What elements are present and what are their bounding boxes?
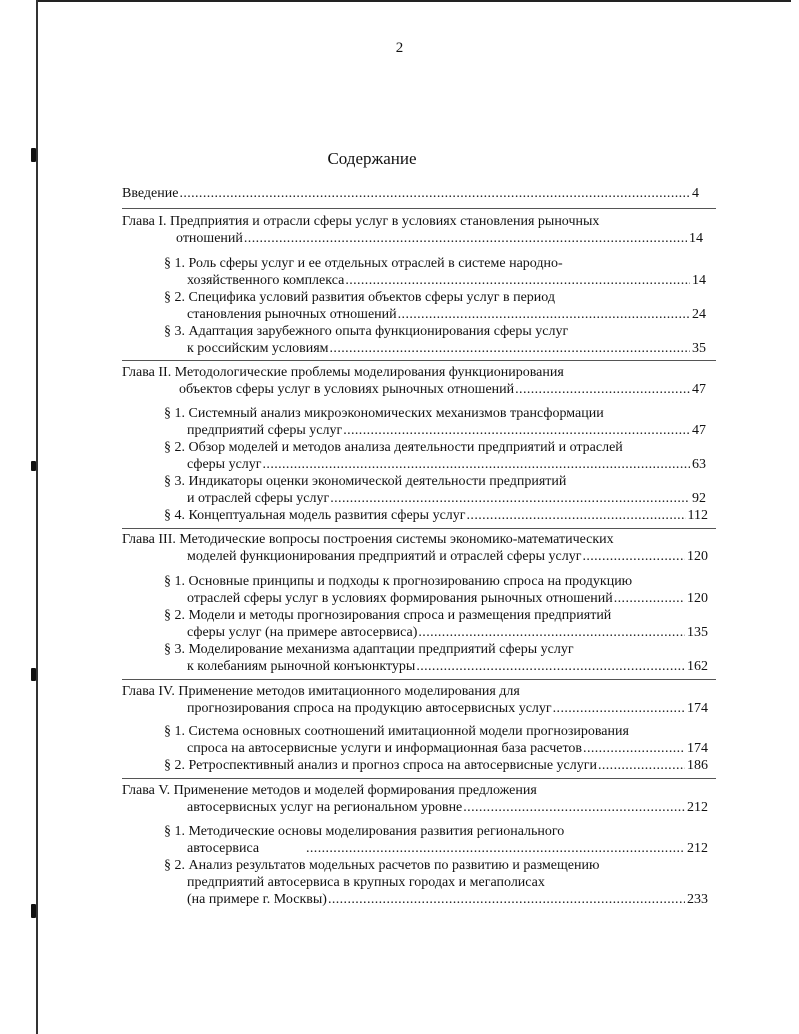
page-ref: 174 bbox=[687, 741, 708, 756]
page-ref: 162 bbox=[687, 659, 708, 674]
toc-title: Содержание bbox=[327, 149, 417, 168]
page-number: 2 bbox=[395, 40, 404, 56]
page-ref: 174 bbox=[687, 701, 708, 716]
divider bbox=[122, 208, 716, 209]
dot-leader bbox=[263, 456, 690, 473]
section-entry: предприятий сферы услуг ..... 47 bbox=[187, 422, 706, 439]
page-ref: 63 bbox=[692, 457, 706, 472]
page-ref: 14 bbox=[692, 273, 706, 288]
chapter-title: Глава II. Методологические проблемы моделирования функционирования bbox=[122, 365, 564, 380]
page-ref: 4 bbox=[692, 186, 699, 201]
section-entry: § 4. Концептуальная модель развития сферы услуг ..... 112 bbox=[164, 507, 708, 524]
section-entry: § 2. Ретроспективный анализ и прогноз спроса на автосервисные услуги ..... 186 bbox=[164, 757, 708, 774]
dot-leader bbox=[306, 840, 685, 857]
section-entry: (на примере г. Москвы) ..... 233 bbox=[187, 891, 708, 908]
dot-leader bbox=[330, 490, 690, 507]
dot-leader bbox=[582, 548, 685, 565]
page-ref: 112 bbox=[687, 508, 708, 523]
scan-mark bbox=[31, 904, 36, 918]
dot-leader bbox=[598, 757, 685, 774]
dot-leader bbox=[343, 422, 690, 439]
chapter-entry: автосервисных услуг на региональном уровне ..... 212 bbox=[187, 799, 708, 816]
divider bbox=[122, 778, 716, 779]
section-title: § 1. Основные принципы и подходы к прогнозированию спроса на продукцию bbox=[164, 574, 633, 589]
scan-border-top bbox=[36, 0, 791, 2]
section-title: § 1. Методические основы моделирования развития регионального bbox=[164, 824, 565, 839]
page-ref: 47 bbox=[692, 423, 706, 438]
section-title: § 1. Системный анализ микроэкономических механизмов трансформации bbox=[164, 406, 604, 421]
chapter-title: Глава I. Предприятия и отрасли сферы услуг в условиях становления рыночных bbox=[122, 214, 600, 229]
section-title: § 1. Система основных соотношений имитационной модели прогнозирования bbox=[164, 724, 629, 739]
page-ref: 47 bbox=[692, 382, 706, 397]
page-ref: 92 bbox=[692, 491, 706, 506]
chapter-entry: моделей функционирования предприятий и отраслей сферы услуг ..... 120 bbox=[187, 548, 708, 565]
page-ref: 14 bbox=[689, 231, 703, 246]
section-title: § 3. Адаптация зарубежного опыта функционирования сферы услуг bbox=[164, 324, 569, 339]
page-ref: 212 bbox=[687, 841, 708, 856]
section-entry: становления рыночных отношений ..... 24 bbox=[187, 306, 706, 323]
dot-leader bbox=[467, 507, 686, 524]
dot-leader bbox=[583, 740, 685, 757]
page-ref: 135 bbox=[687, 625, 708, 640]
section-entry: и отраслей сферы услуг ..... 92 bbox=[187, 490, 706, 507]
page-ref: 24 bbox=[692, 307, 706, 322]
chapter-title: Глава V. Применение методов и моделей формирования предложения bbox=[122, 783, 537, 798]
dot-leader bbox=[244, 230, 687, 247]
page-ref: 120 bbox=[687, 549, 708, 564]
divider bbox=[122, 360, 716, 361]
chapter-title: Глава IV. Применение методов имитационного моделирования для bbox=[122, 684, 520, 699]
section-title: § 2. Модели и методы прогнозирования спроса и размещения предприятий bbox=[164, 608, 612, 623]
section-entry: хозяйственного комплекса ..... 14 bbox=[187, 272, 706, 289]
divider bbox=[122, 679, 716, 680]
section-entry: к российским условиям ..... 35 bbox=[187, 340, 706, 357]
chapter-title: Глава III. Методические вопросы построения системы экономико-математических bbox=[122, 532, 614, 547]
scan-mark bbox=[31, 461, 36, 471]
dot-leader bbox=[328, 891, 685, 908]
page-ref: 212 bbox=[687, 800, 708, 815]
dot-leader bbox=[416, 658, 685, 675]
dot-leader bbox=[418, 624, 685, 641]
toc-intro-entry bbox=[122, 185, 699, 202]
dot-leader bbox=[330, 340, 690, 357]
dot-leader bbox=[398, 306, 690, 323]
section-entry: отраслей сферы услуг в условиях формирования рыночных отношений ..... 120 bbox=[187, 590, 708, 607]
page-ref: 186 bbox=[687, 758, 708, 773]
section-title: § 3. Моделирование механизма адаптации предприятий сферы услуг bbox=[164, 642, 574, 657]
toc-intro-label: Введение bbox=[122, 186, 179, 201]
divider bbox=[122, 528, 716, 529]
dot-leader bbox=[345, 272, 690, 289]
section-title: § 2. Обзор моделей и методов анализа деятельности предприятий и отраслей bbox=[164, 440, 623, 455]
page-ref: 35 bbox=[692, 341, 706, 356]
section-title: § 2. Анализ результатов модельных расчетов по развитию и размещению bbox=[164, 858, 600, 873]
dot-leader bbox=[614, 590, 685, 607]
section-title: § 1. Роль сферы услуг и ее отдельных отраслей в системе народно- bbox=[164, 256, 563, 271]
chapter-entry: прогнозирования спроса на продукцию автосервисных услуг ..... 174 bbox=[187, 700, 708, 717]
dot-leader bbox=[553, 700, 685, 717]
section-title: предприятий автосервиса в крупных городах и мегаполисах bbox=[187, 875, 545, 890]
chapter-entry: объектов сферы услуг в условиях рыночных отношений ..... 47 bbox=[179, 381, 706, 398]
page-ref: 233 bbox=[687, 892, 708, 907]
page-ref: 120 bbox=[687, 591, 708, 606]
scan-mark bbox=[31, 668, 36, 681]
section-entry: автосервиса ..... 212 bbox=[187, 840, 708, 857]
section-title: § 3. Индикаторы оценки экономической деятельности предприятий bbox=[164, 474, 567, 489]
chapter-entry: отношений ..... 14 bbox=[176, 230, 703, 247]
section-entry: сферы услуг ..... 63 bbox=[187, 456, 706, 473]
dot-leader bbox=[463, 799, 685, 816]
dot-leader bbox=[515, 381, 690, 398]
section-entry: к колебаниям рыночной конъюнктуры ..... 162 bbox=[187, 658, 708, 675]
section-title: § 2. Специфика условий развития объектов сферы услуг в период bbox=[164, 290, 556, 305]
section-entry: сферы услуг (на примере автосервиса) ..... 135 bbox=[187, 624, 708, 641]
section-entry: спроса на автосервисные услуги и информационная база расчетов ..... 174 bbox=[187, 740, 708, 757]
dot-leader bbox=[179, 185, 690, 202]
